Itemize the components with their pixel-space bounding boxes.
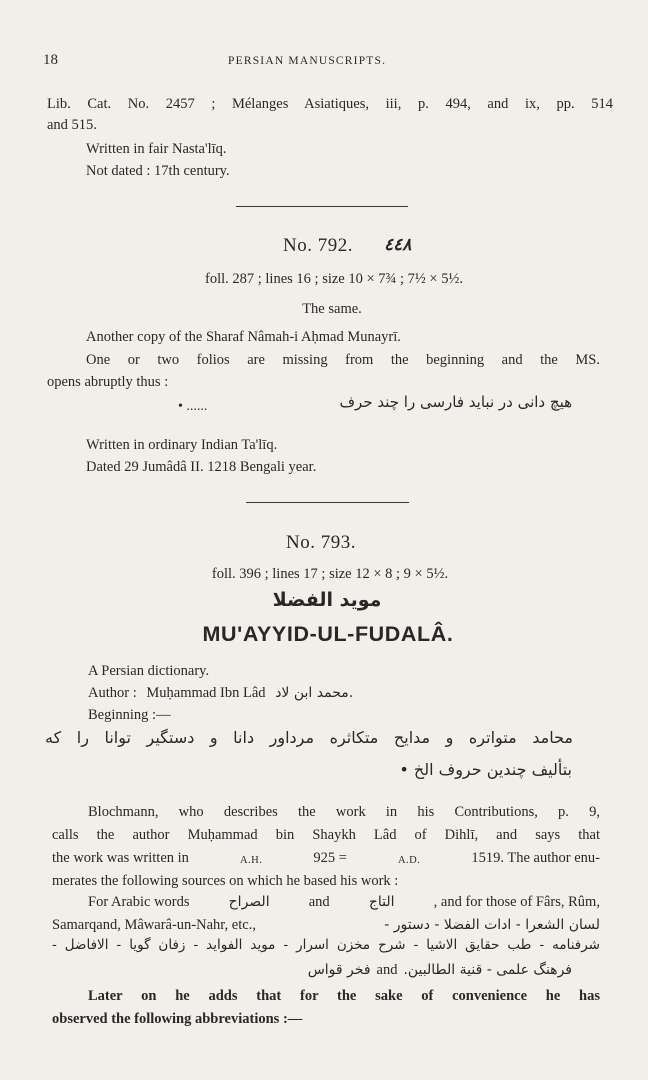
author-name: Muḥammad Ibn Lâd <box>146 685 266 701</box>
sources-line-3-arabic: شرفنامه - طب حقایق الاشیا - شرح مخزن اسرار - موید الفوايد - زفان گویا - الافاضل - <box>52 937 600 953</box>
author-arabic: محمد ابن لاد. <box>275 685 354 701</box>
entry-792-details: foll. 287 ; lines 16 ; size 10 × 7¾ ; 7½ × 5½. <box>204 271 463 287</box>
continuation-line-4: Not dated : 17th century. <box>86 163 230 179</box>
entry-793-title: MU'AYYID-UL-FUDALÂ. <box>202 622 454 646</box>
sources-line-1 <box>88 893 600 911</box>
source-taj: التاج <box>368 894 395 910</box>
running-title: PERSIAN MANUSCRIPTS. <box>228 55 387 67</box>
entry-793-number: No. 793. <box>286 532 356 553</box>
entry-792-line-5: Dated 29 Jumâdâ II. 1218 Bengali year. <box>86 459 317 475</box>
sources-line-1-end: , and for those of Fârs, Rûm, <box>433 894 600 910</box>
page-number: 18 <box>43 52 58 68</box>
entry-792-line-3: opens abruptly thus : <box>47 374 169 390</box>
entry-792-annotation: ٤٤٨ <box>384 235 412 255</box>
paragraph-1-line-4: merates the following sources on which he based his work : <box>52 873 399 889</box>
continuation-line-1: Lib. Cat. No. 2457 ; Mélanges Asiatiques, iii, p. 494, and ix, pp. 514 <box>47 96 613 112</box>
entry-792-line-1: Another copy of the Sharaf Nâmah-i Aḥmad Munayrī. <box>86 329 401 345</box>
divider-rule-1 <box>236 206 408 207</box>
author-label: Author : <box>88 685 137 701</box>
source-sirah: الصراح <box>228 894 270 910</box>
sources-intro: For Arabic words <box>88 894 190 910</box>
entry-792-number: No. 792. <box>283 235 353 256</box>
entry-793-title-arabic: موید الفضلا <box>272 589 382 611</box>
source-fakhr: فخر قواس <box>307 962 371 978</box>
paragraph-2-line-2: observed the following abbreviations :— <box>52 1011 303 1027</box>
continuation-line-2: and 515. <box>47 117 97 133</box>
entry-793-description: A Persian dictionary. <box>88 663 210 679</box>
paragraph-1-line-3 <box>52 849 600 870</box>
entry-793-details: foll. 396 ; lines 17 ; size 12 × 8 ; 9 × 5½. <box>211 566 449 582</box>
paragraph-2-line-1: Later on he adds that for the sake of convenience he has <box>88 988 600 1004</box>
sources-and-1: and <box>308 894 330 910</box>
sources-line-2 <box>52 916 600 934</box>
sources-line-4 <box>212 961 572 979</box>
entry-793-beginning-label: Beginning :— <box>88 707 171 723</box>
paragraph-1-line-2: calls the author Muḥammad bin Shaykh Lâd of Dihlī, and says that <box>52 827 600 843</box>
continuation-line-3: Written in fair Nasta'līq. <box>86 141 227 157</box>
anno-domini: A.D. <box>397 855 421 866</box>
entry-793-author-line <box>88 684 353 702</box>
entry-792-line-4: Written in ordinary Indian Ta'līq. <box>86 437 278 453</box>
entry-792-quote: هیچ دانی در نباید فارسی را چند حرف <box>339 393 572 411</box>
sources-and-2: and <box>376 962 398 978</box>
hijri-year: 925 = <box>313 850 347 866</box>
entry-792-line-2: One or two folios are missing from the beginning and the MS. <box>86 352 600 368</box>
paragraph-1-line-3-end: 1519. The author enu- <box>471 850 600 866</box>
entry-793-beginning-arabic-2: بتألیف چندین حروف الخ • <box>399 760 572 779</box>
paragraph-1-line-3-start: the work was written in <box>52 850 189 866</box>
source-farhang: فرهنگ علمی - قنية الطالبين. <box>403 962 572 978</box>
entry-793-beginning-arabic-1: محامد متواتره و مدایح متکاثره مرداور دانا و دستگیر توانا را که <box>45 728 573 747</box>
anno-hegirae: A.H. <box>239 855 263 866</box>
sources-line-2-arabic: لسان الشعرا - ادات الفضلا - دستور - <box>384 917 600 933</box>
sources-regions: Samarqand, Mâwarâ-un-Nahr, etc., <box>52 917 256 933</box>
divider-rule-2 <box>246 502 409 503</box>
entry-792-quote-dots: ...... • <box>178 399 208 414</box>
entry-792-same: The same. <box>302 301 362 317</box>
paragraph-1-line-1: Blochmann, who describes the work in his Contributions, p. 9, <box>88 804 600 820</box>
